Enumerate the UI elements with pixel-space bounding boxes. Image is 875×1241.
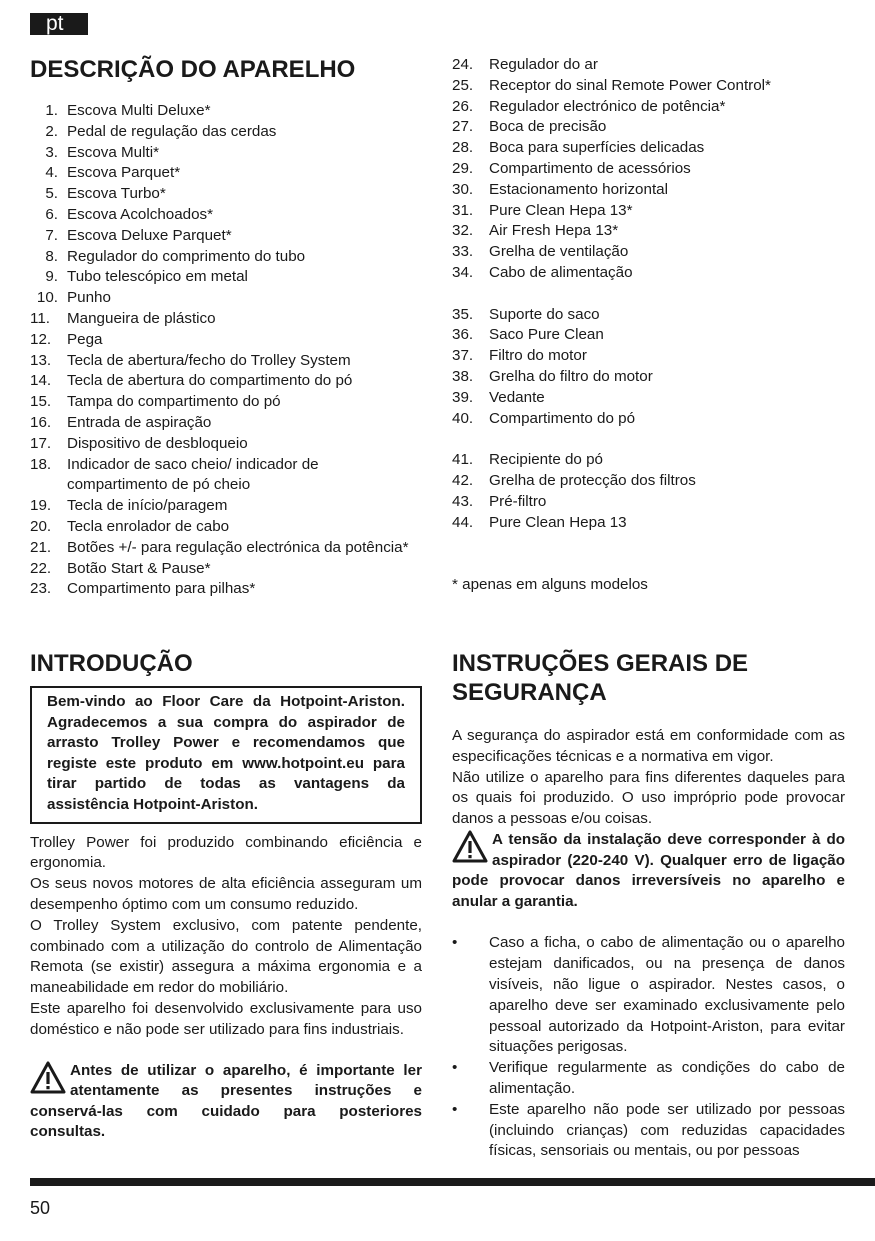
list-item bbox=[30, 143, 422, 164]
list-item-number: 6. bbox=[45, 205, 58, 223]
list-item-text: Pure Clean Hepa 13* bbox=[489, 201, 633, 219]
bullet-item bbox=[452, 1100, 845, 1162]
list-item-text: Compartimento de acessórios bbox=[489, 159, 691, 177]
parts-list-left bbox=[30, 101, 422, 600]
list-item-number: 26. bbox=[452, 97, 474, 115]
list-item-text: Boca de precisão bbox=[489, 118, 607, 136]
list-item bbox=[452, 325, 845, 346]
list-item-text: Tecla de início/paragem bbox=[67, 497, 228, 515]
list-item-number: 31. bbox=[452, 201, 474, 219]
list-item bbox=[452, 450, 845, 471]
parts-list-right-b bbox=[452, 305, 845, 430]
bullet-dot: • bbox=[452, 1100, 458, 1118]
list-item bbox=[30, 351, 422, 372]
list-item bbox=[452, 180, 845, 201]
list-item-number: 11. bbox=[30, 309, 50, 327]
list-item-number: 28. bbox=[452, 139, 474, 157]
list-item-text: Vedante bbox=[489, 388, 545, 406]
list-item-number: 43. bbox=[452, 492, 474, 510]
list-item-number: 21. bbox=[30, 538, 52, 556]
list-item bbox=[452, 221, 845, 242]
list-item-number: 2. bbox=[45, 122, 58, 140]
list-item bbox=[30, 330, 422, 351]
list-item-number: 24. bbox=[452, 56, 474, 73]
list-item-text: Regulador do ar bbox=[489, 56, 598, 73]
list-item-text: Entrada de aspiração bbox=[67, 413, 212, 431]
footer-bar bbox=[30, 1178, 875, 1186]
description-continued bbox=[452, 55, 845, 596]
list-item-number: 20. bbox=[30, 517, 52, 535]
safety-paragraph-1: A segurança do aspirador está em conformidade com as especificações técnicas e a normativa em vigor. bbox=[452, 727, 845, 765]
list-item-number: 17. bbox=[30, 434, 52, 452]
list-item-text: Grelha de ventilação bbox=[489, 243, 629, 261]
list-item-text: Suporte do saco bbox=[489, 305, 600, 323]
list-item-number: 25. bbox=[452, 76, 474, 94]
bullet-dot: • bbox=[452, 1059, 458, 1077]
list-item bbox=[30, 101, 422, 122]
list-item-number: 27. bbox=[452, 118, 474, 136]
list-item-text: Boca para superfícies delicadas bbox=[489, 139, 705, 157]
list-item-text: Tecla enrolador de cabo bbox=[67, 517, 230, 535]
list-item bbox=[452, 513, 845, 534]
list-item-text: Tampa do compartimento do pó bbox=[67, 393, 281, 411]
list-item-number: 18. bbox=[30, 455, 52, 473]
list-item-text: Tecla de abertura/fecho do Trolley System bbox=[67, 351, 351, 369]
safety-bullets bbox=[452, 933, 845, 1162]
parts-list-right-c bbox=[452, 450, 845, 533]
list-item-number: 42. bbox=[452, 471, 474, 489]
list-item-text: Escova Deluxe Parquet* bbox=[67, 226, 232, 244]
list-item-text: Cabo de alimentação bbox=[489, 263, 633, 281]
description-title: DESCRIÇÃO DO APARELHO bbox=[30, 56, 356, 83]
list-item-number: 15. bbox=[30, 393, 52, 411]
models-note: * apenas em alguns modelos bbox=[452, 575, 648, 593]
warning-triangle-icon bbox=[452, 830, 488, 864]
list-item-number: 37. bbox=[452, 347, 474, 365]
list-item-text: Estacionamento horizontal bbox=[489, 180, 668, 198]
list-item bbox=[30, 559, 422, 580]
intro-paragraph-3: O Trolley System exclusivo, com patente pendente, combinado com a utilização do controlo de Alimentação Remota (se existir) assegura a máxima ergonomia e a maneabilidade em redor do mobiliário. bbox=[30, 916, 422, 997]
list-item bbox=[452, 305, 845, 326]
list-item bbox=[452, 138, 845, 159]
list-item-number: 5. bbox=[45, 185, 58, 203]
list-item bbox=[452, 159, 845, 180]
list-item-text: Escova Acolchoados* bbox=[67, 205, 214, 223]
list-item bbox=[30, 434, 422, 455]
list-item-number: 40. bbox=[452, 409, 474, 427]
bullet-text: Este aparelho não pode ser utilizado por pessoas (incluindo crianças) com reduzidas capacidades físicas, sensoriais ou mentais, ou por pessoas bbox=[489, 1100, 845, 1160]
bullet-text: Verifique regularmente as condições do cabo de alimentação. bbox=[489, 1059, 845, 1097]
list-item-text: Tubo telescópico em metal bbox=[67, 268, 248, 286]
language-tab: pt bbox=[30, 13, 88, 35]
list-item bbox=[30, 371, 422, 392]
list-item-number: 41. bbox=[452, 451, 474, 469]
list-item-text: Punho bbox=[67, 289, 111, 307]
list-item-number: 4. bbox=[45, 164, 58, 182]
list-item-text: Regulador do comprimento do tubo bbox=[67, 247, 306, 265]
list-item bbox=[30, 309, 422, 330]
list-item-number: 36. bbox=[452, 326, 474, 344]
list-item bbox=[452, 367, 845, 388]
list-item-number: 16. bbox=[30, 413, 52, 431]
list-item-text: Regulador electrónico de potência* bbox=[489, 97, 726, 115]
welcome-box: Bem-vindo ao Floor Care da Hotpoint-Ariston. Agradecemos a sua compra do aspirador de arrasto Trolley Power e recomendamos que registe este produto em www.hotpoint.eu para tirar partido de todas as vantagens da assistência Hotpoint-Ariston. bbox=[30, 686, 422, 824]
voltage-warning bbox=[452, 830, 845, 912]
list-item-text: Pega bbox=[67, 330, 103, 348]
safety-title: INSTRUÇÕES GERAIS DE SEGURANÇA bbox=[452, 650, 749, 706]
list-item-number: 22. bbox=[30, 559, 52, 577]
bullet-item bbox=[452, 933, 845, 1058]
list-item bbox=[452, 263, 845, 284]
list-item-text: Grelha do filtro do motor bbox=[489, 367, 653, 385]
list-item-number: 10. bbox=[36, 289, 58, 307]
list-item-number: 8. bbox=[45, 247, 58, 265]
list-item-number: 34. bbox=[452, 263, 474, 281]
list-item bbox=[30, 184, 422, 205]
list-item bbox=[452, 201, 845, 222]
list-item bbox=[452, 55, 845, 76]
list-item-number: 38. bbox=[452, 367, 474, 385]
list-item-text: Filtro do motor bbox=[489, 347, 587, 365]
list-item-text: Receptor do sinal Remote Power Control* bbox=[489, 76, 771, 94]
list-item-text: Escova Parquet* bbox=[67, 164, 181, 182]
list-item-number: 29. bbox=[452, 159, 474, 177]
list-item-text: Tecla de abertura do compartimento do pó bbox=[67, 372, 353, 390]
list-item bbox=[452, 76, 845, 97]
list-item-number: 32. bbox=[452, 222, 474, 240]
list-item-number: 13. bbox=[30, 351, 52, 369]
intro-section bbox=[30, 649, 422, 1143]
list-item-number: 14. bbox=[30, 372, 52, 390]
list-item-number: 39. bbox=[452, 388, 474, 406]
list-item bbox=[452, 388, 845, 409]
list-item-text: Botões +/- para regulação electrónica da potência* bbox=[67, 538, 409, 556]
page-number: 50 bbox=[30, 1198, 51, 1218]
list-item-text: Compartimento para pilhas* bbox=[67, 580, 256, 598]
list-item-text: Escova Multi* bbox=[67, 143, 160, 161]
intro-paragraph-2: Os seus novos motores de alta eficiência asseguram um desempenho óptimo com um consumo reduzido. bbox=[30, 875, 422, 913]
list-item-number: 35. bbox=[452, 305, 474, 323]
list-item bbox=[30, 455, 422, 497]
list-item-text: Indicador de saco cheio/ indicador de compartimento de pó cheio bbox=[67, 455, 319, 494]
parts-list-right-a bbox=[452, 55, 845, 284]
safety-paragraph-2: Não utilize o aparelho para fins diferentes daqueles para os quais foi produzido. O uso impróprio pode provocar danos a pessoas e/ou coisas. bbox=[452, 768, 845, 828]
list-item bbox=[30, 267, 422, 288]
list-item-text: Recipiente do pó bbox=[489, 451, 603, 469]
list-item-text: Pedal de regulação das cerdas bbox=[67, 122, 277, 140]
list-item bbox=[30, 538, 422, 559]
list-item bbox=[452, 492, 845, 513]
list-item bbox=[30, 205, 422, 226]
list-item bbox=[452, 242, 845, 263]
list-item-text: Botão Start & Pause* bbox=[67, 559, 211, 577]
list-item-text: Pure Clean Hepa 13 bbox=[489, 513, 627, 531]
list-item-number: 3. bbox=[45, 143, 58, 161]
bullet-text: Caso a ficha, o cabo de alimentação ou o aparelho estejam danificados, ou na presença de danos visíveis, não ligue o aspirador. Nestes casos, o aparelho deve ser examinado exclusivamente pelo pessoal autorizado da Hotpoint-Ariston, para evitar situações perigosas. bbox=[489, 934, 845, 1056]
list-item bbox=[30, 517, 422, 538]
description-section bbox=[30, 55, 422, 600]
list-item bbox=[30, 579, 422, 600]
warning-triangle-icon bbox=[30, 1061, 66, 1095]
list-item-number: 1. bbox=[45, 102, 58, 119]
list-item bbox=[452, 471, 845, 492]
intro-title: INTRODUÇÃO bbox=[30, 650, 193, 677]
list-item-number: 19. bbox=[30, 497, 52, 515]
bullet-dot: • bbox=[452, 934, 458, 952]
list-item-number: 9. bbox=[45, 268, 58, 286]
voltage-warning-text: A tensão da instalação deve corresponder à do aspirador (220-240 V). Qualquer erro de ligação pode provocar danos irreversíveis no aparelho e anular a garantia. bbox=[452, 830, 845, 910]
list-item-text: Escova Turbo* bbox=[67, 185, 166, 203]
list-item-number: 33. bbox=[452, 243, 474, 261]
list-item-text: Dispositivo de desbloqueio bbox=[67, 434, 248, 452]
list-item-text: Escova Multi Deluxe* bbox=[67, 102, 211, 119]
list-item bbox=[30, 288, 422, 309]
list-item bbox=[452, 117, 845, 138]
list-item bbox=[30, 247, 422, 268]
safety-section bbox=[452, 649, 845, 1162]
bullet-item bbox=[452, 1058, 845, 1100]
intro-paragraph-1: Trolley Power foi produzido combinando eficiência e ergonomia. bbox=[30, 833, 422, 872]
list-item bbox=[30, 392, 422, 413]
list-item-text: Mangueira de plástico bbox=[67, 309, 216, 327]
list-item-text: Grelha de protecção dos filtros bbox=[489, 471, 696, 489]
list-item-text: Pré-filtro bbox=[489, 492, 547, 510]
list-item-number: 7. bbox=[45, 226, 58, 244]
list-item bbox=[452, 409, 845, 430]
intro-warning bbox=[30, 1061, 422, 1143]
list-item-text: Compartimento do pó bbox=[489, 409, 636, 427]
list-item-number: 23. bbox=[30, 580, 52, 598]
list-item-text: Saco Pure Clean bbox=[489, 326, 604, 344]
list-item-number: 12. bbox=[30, 330, 52, 348]
list-item bbox=[30, 163, 422, 184]
list-item-text: Air Fresh Hepa 13* bbox=[489, 222, 619, 240]
list-item-number: 44. bbox=[452, 513, 474, 531]
intro-warning-text: Antes de utilizar o aparelho, é importante ler atentamente as presentes instruções e conservá-las com cuidado para posteriores consultas. bbox=[30, 1061, 422, 1141]
list-item bbox=[30, 413, 422, 434]
list-item-number: 30. bbox=[452, 180, 474, 198]
intro-paragraph-4: Este aparelho foi desenvolvido exclusivamente para uso doméstico e não pode ser utilizado para fins industriais. bbox=[30, 999, 422, 1038]
list-item bbox=[452, 97, 845, 118]
list-item bbox=[30, 496, 422, 517]
list-item bbox=[452, 346, 845, 367]
list-item bbox=[30, 122, 422, 143]
list-item bbox=[30, 226, 422, 247]
